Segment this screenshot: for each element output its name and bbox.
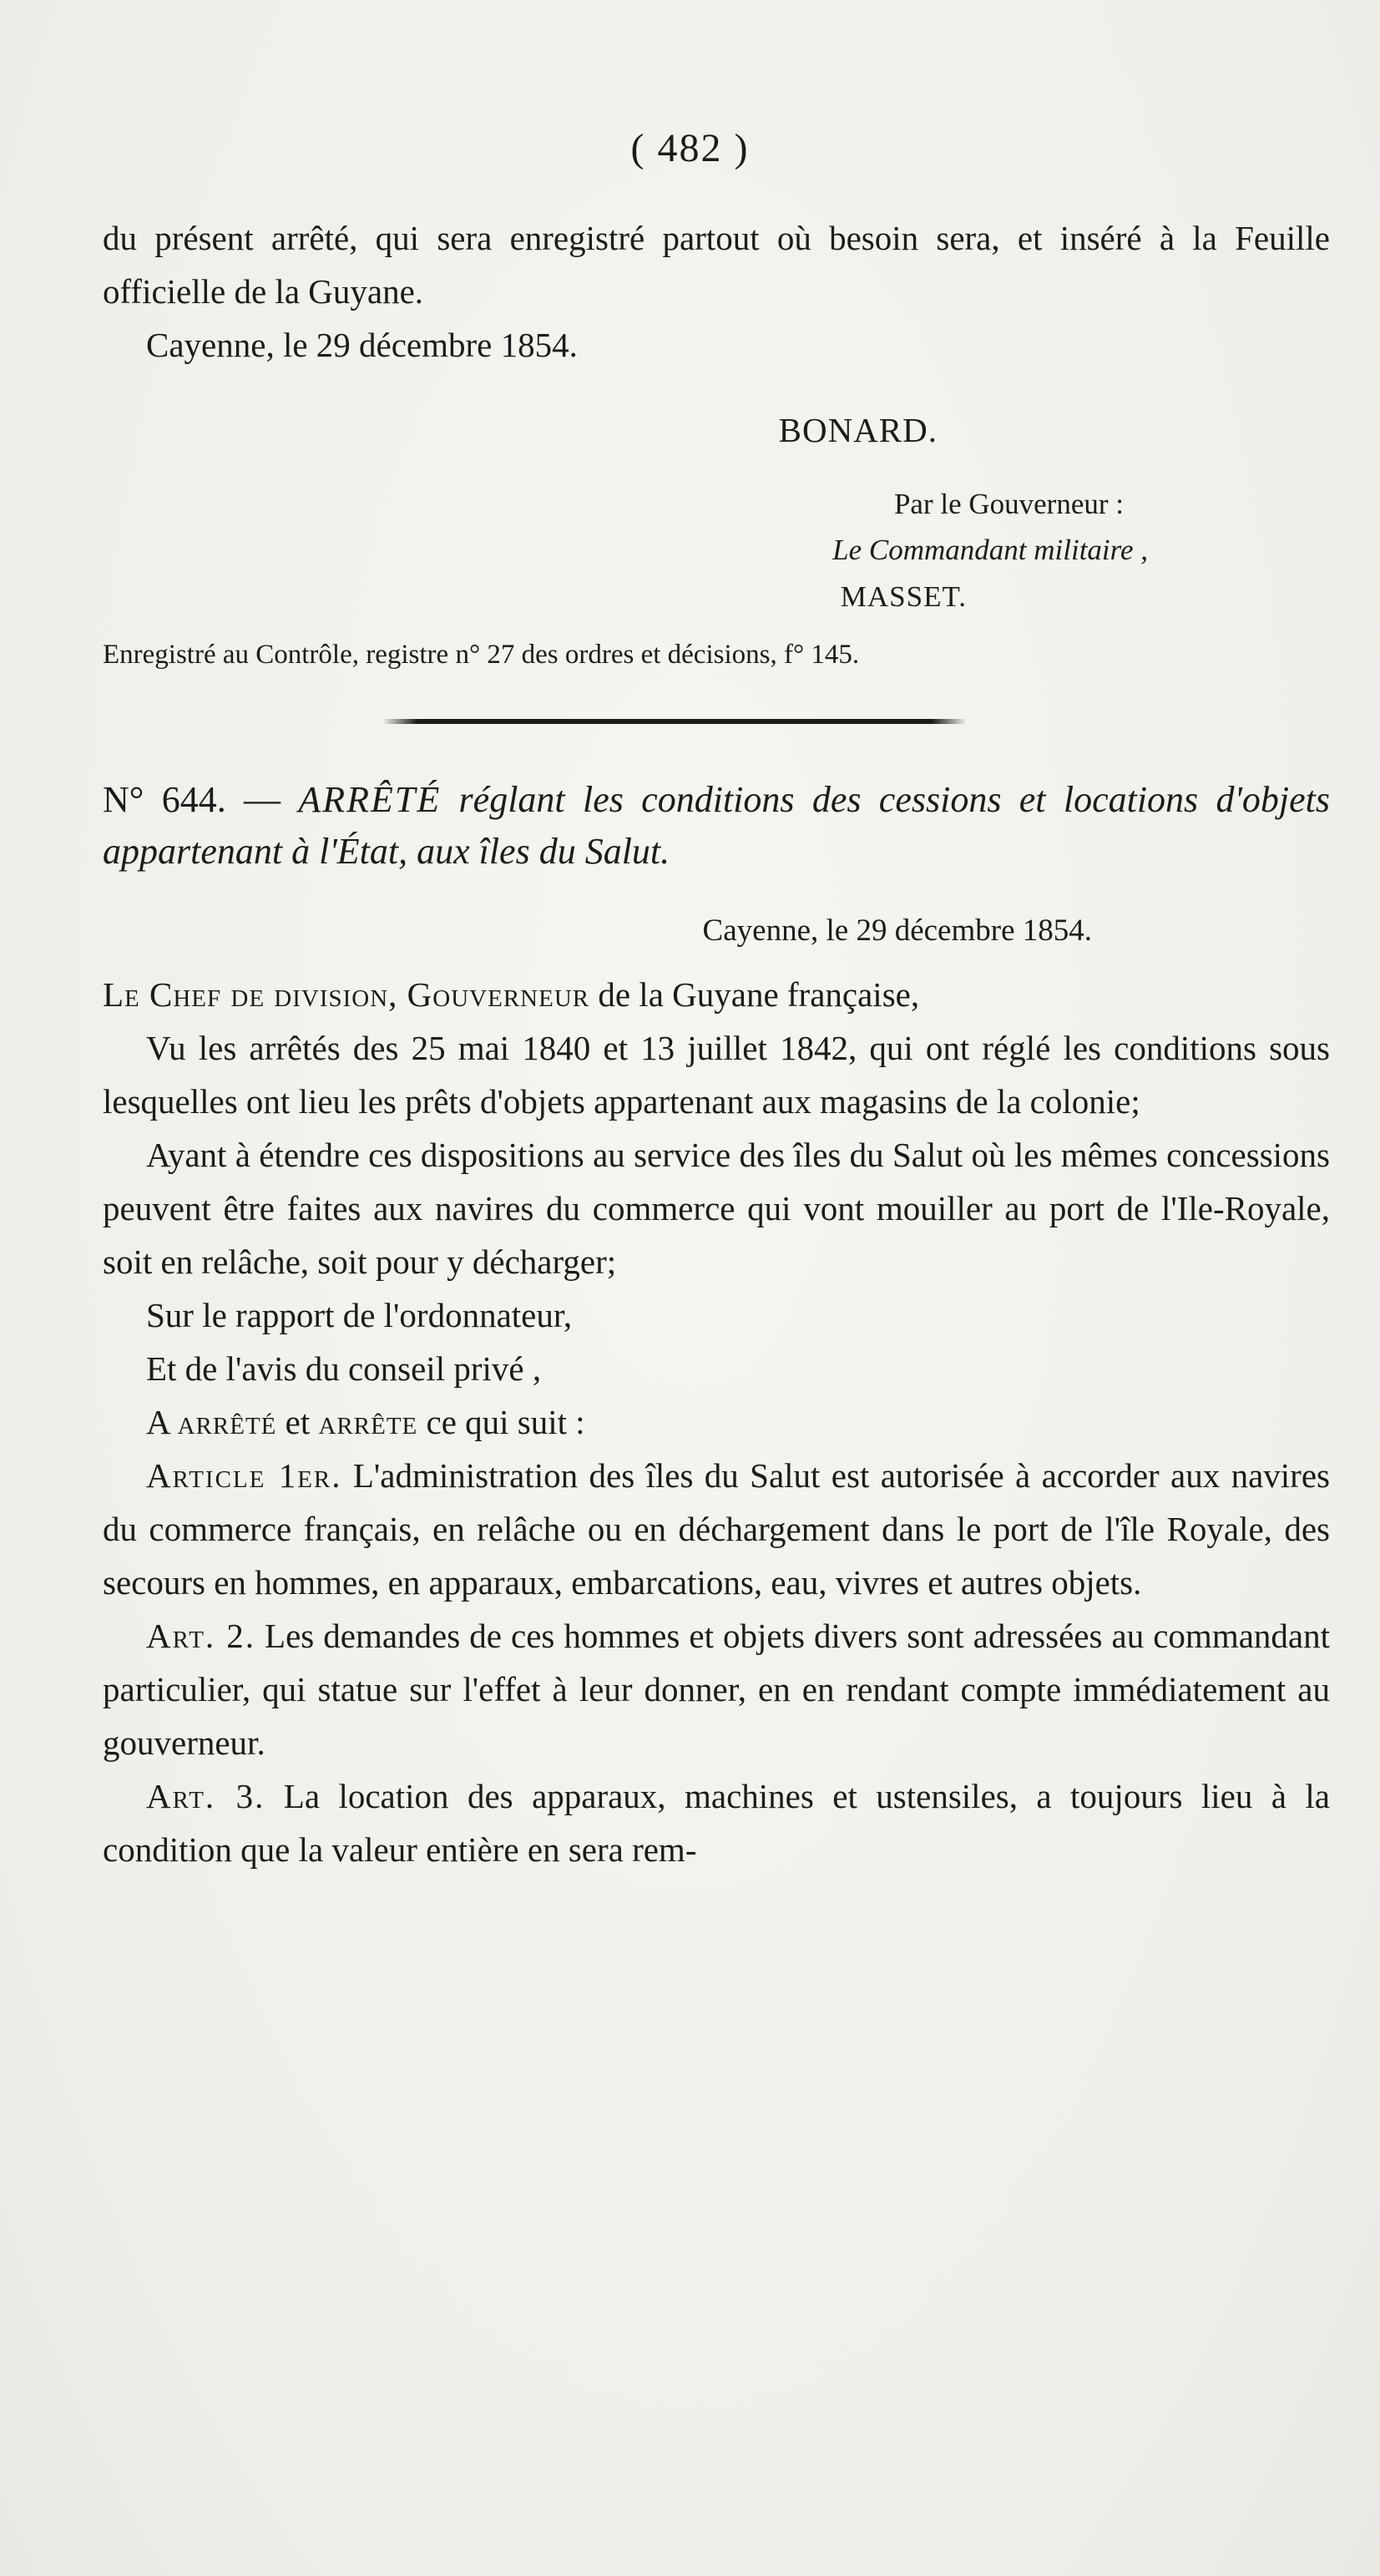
- article-paragraph: [103, 1609, 1330, 1769]
- preamble-lead: Le Chef de division, Gouverneur: [103, 975, 590, 1014]
- article-text: L'administration des îles du Salut est autorisée à accorder aux navires du commerce français, en relâche ou en déchargement dans le port de l'île Royale, des secours en hommes, en apparaux, embarcations, eau, vivres et autres objets.: [103, 1456, 1330, 1602]
- arrete-city-date: Cayenne, le 29 décembre 1854.: [702, 913, 1092, 948]
- date-line: Cayenne, le 29 décembre 1854.: [146, 326, 578, 364]
- consideration-paragraph: Ayant à étendre ces dispositions au service des îles du Salut où les mêmes concessions peuvent être faites aux navires du commerce qui vont mouiller au port de l'Ile-Royale, soit en relâche, soit pour y décharger;: [103, 1136, 1330, 1281]
- arrete-title-word: ARRÊTÉ: [298, 779, 442, 820]
- decision-arrete-1: arrêté: [177, 1403, 277, 1441]
- decision-et: et: [285, 1403, 311, 1441]
- article-paragraph: [103, 1769, 1330, 1876]
- article-text: La location des apparaux, machines et ustensiles, a toujours lieu à la condition que la valeur entière en sera rem-: [103, 1777, 1330, 1869]
- consideration-paragraph: Vu les arrêtés des 25 mai 1840 et 13 juillet 1842, qui ont réglé les conditions sous lesquelles ont lieu les prêts d'objets appartenant aux magasins de la colonie;: [103, 1029, 1330, 1121]
- article-label: Art. 2.: [146, 1617, 255, 1655]
- arrete-heading: [103, 774, 1330, 878]
- decision-rest: ce qui suit :: [426, 1403, 585, 1441]
- by-governor-label: Par le Gouverneur :: [893, 488, 1124, 520]
- signature-name: BONARD.: [778, 411, 938, 449]
- arrete-number: N° 644. —: [103, 779, 281, 820]
- page-body: [103, 211, 1330, 1876]
- continuation-paragraph: du présent arrêté, qui sera enregistré partout où besoin sera, et inséré à la Feuille officielle de la Guyane.: [103, 219, 1330, 311]
- preamble-tail: de la Guyane française,: [598, 975, 920, 1014]
- arrete-title-text: réglant les conditions des cessions et locations d'objets appartenant à l'État, aux îles du Salut.: [103, 779, 1331, 872]
- consideration-paragraph: Et de l'avis du conseil privé ,: [146, 1349, 542, 1388]
- counter-signature-name: MASSET.: [840, 580, 967, 613]
- section-divider: [382, 719, 967, 724]
- article-label: Art. 3.: [146, 1777, 265, 1815]
- article-label: Article 1er.: [146, 1456, 342, 1495]
- article-paragraph: [103, 1449, 1330, 1609]
- commandant-role: Le Commandant militaire ,: [832, 534, 1148, 566]
- page-number: ( 482 ): [630, 126, 750, 170]
- registry-note: Enregistré au Contrôle, registre n° 27 des ordres et décisions, f° 145.: [103, 640, 860, 670]
- consideration-paragraph: Sur le rapport de l'ordonnateur,: [146, 1296, 573, 1334]
- preamble-heading: [103, 968, 1330, 1021]
- decision-line: [103, 1395, 1330, 1449]
- decision-arrete-2: arrête: [318, 1403, 418, 1441]
- article-text: Les demandes de ces hommes et objets divers sont adressées au commandant particulier, qui statue sur l'effet à leur donner, en en rendant compte immédiatement au gouverneur.: [103, 1617, 1330, 1762]
- decision-a: A: [146, 1403, 169, 1441]
